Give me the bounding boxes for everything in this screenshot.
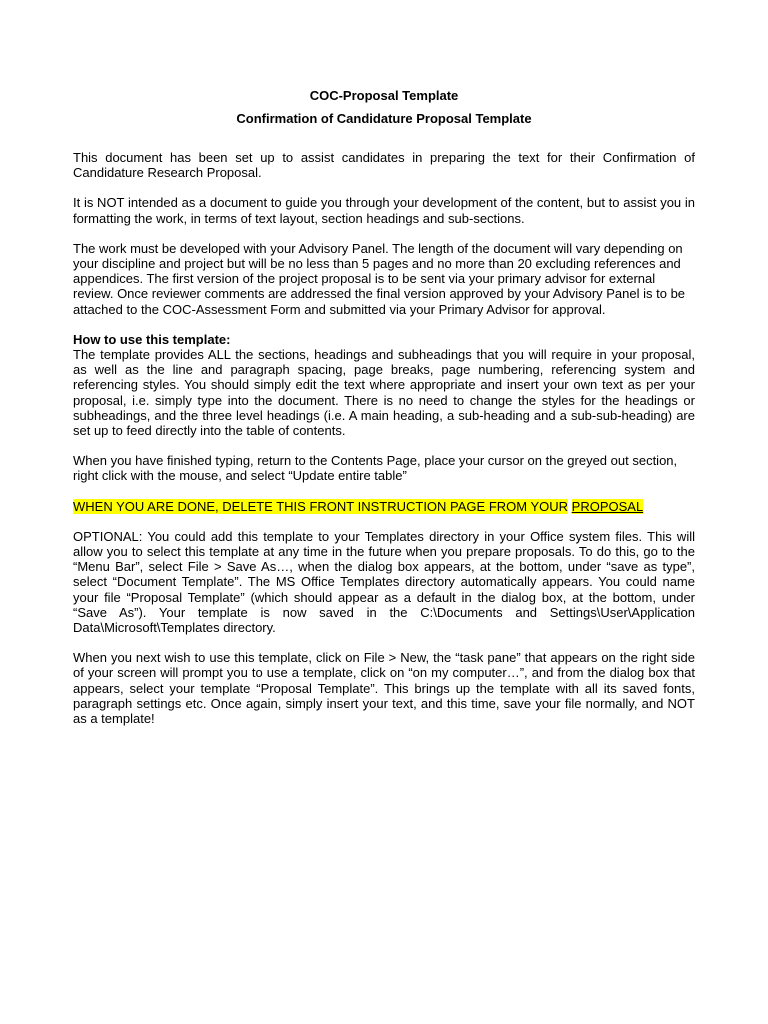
delete-warning-text: WHEN YOU ARE DONE, DELETE THIS FRONT INSTRUCTION PAGE FROM YOUR	[73, 498, 569, 514]
delete-warning-paragraph	[73, 499, 695, 514]
how-to-use-heading: How to use this template:	[73, 331, 231, 347]
document-title: COC-Proposal Template	[309, 88, 459, 103]
document-subtitle: Confirmation of Candidature Proposal Template	[236, 111, 532, 126]
template-sections-paragraph: The template provides ALL the sections, headings and subheadings that you will require in your proposal, as well as the line and paragraph spacing, page breaks, page numbering, referencing system and referencing styles. You should simply edit the text where appropriate and insert your own text as per your proposal, i.e. simply type into the document. There is no need to change the styles for the headings or subheadings, and the three level headings (i.e. A main heading, a sub-heading and a sub-sub-heading) are set up to feed directly into the table of contents.	[73, 347, 695, 439]
intro-paragraph: This document has been set up to assist candidates in preparing the text for their Confirmation of Candidature Research Proposal.	[73, 150, 695, 181]
optional-paragraph: OPTIONAL: You could add this template to your Templates directory in your Office system files. This will allow you to select this template at any time in the future when you prepare proposals. To do this, go to the “Menu Bar”, select File > Save As…, when the dialog box appears, at the bottom, under “save as type”, select “Document Template”. The MS Office Templates directory automatically appears. You could name your file “Proposal Template” (which should appear as a default in the dialog box, at the bottom, under “Save As”). Your template is now saved in the C:\Documents and Settings\User\Application Data\Microsoft\Templates directory.	[73, 528, 695, 636]
purpose-paragraph: It is NOT intended as a document to guide you through your development of the content, but to assist you in formatting the work, in terms of text layout, section headings and sub-sections.	[73, 195, 695, 226]
advisory-panel-paragraph: The work must be developed with your Advisory Panel. The length of the document will vary depending on your discipline and project but will be no less than 5 pages and no more than 20 excluding references and appendices. The first version of the project proposal is to be sent via your primary advisor for external review. Once reviewer comments are addressed the final version approved by your Advisory Panel is to be attached to the COC-Assessment Form and submitted via your Primary Advisor for approval.	[73, 240, 686, 317]
document-body	[73, 150, 695, 741]
delete-warning-last-word: PROPOSAL	[571, 498, 644, 514]
update-table-paragraph: When you have finished typing, return to the Contents Page, place your cursor on the greyed out section, right click with the mouse, and select “Update entire table”	[73, 453, 678, 484]
next-use-paragraph: When you next wish to use this template, click on File > New, the “task pane” that appears on the right side of your screen will prompt you to use a template, click on “on my computer…”, and from the dialog box that appears, select your template “Proposal Template”. This brings up the template with all its saved fonts, paragraph settings etc. Once again, simply insert your text, and this time, save your file normally, and NOT as a template!	[73, 650, 695, 727]
